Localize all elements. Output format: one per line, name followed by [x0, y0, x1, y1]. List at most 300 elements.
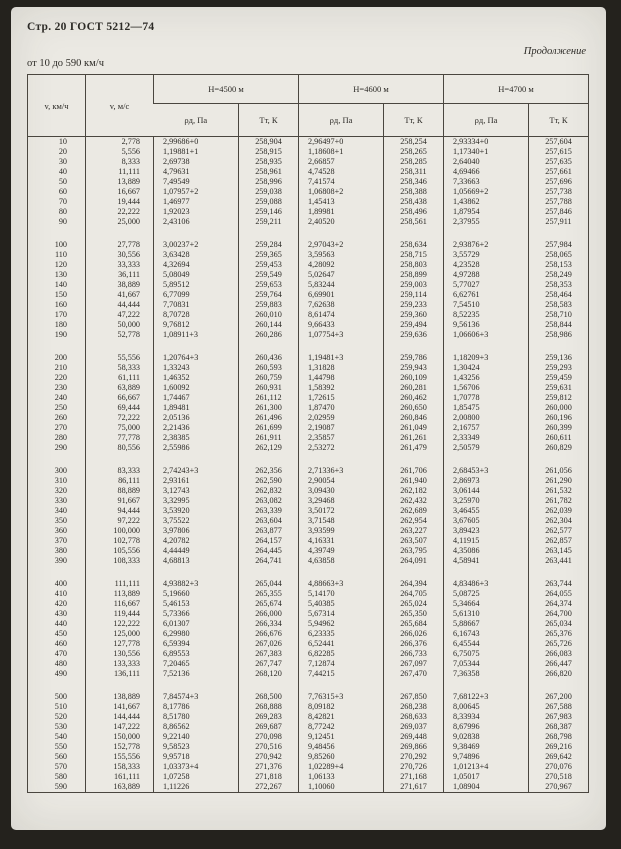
table-cell: 8,67996	[444, 722, 529, 732]
table-cell: 190	[54, 330, 67, 339]
table-cell: 590	[54, 782, 67, 791]
table-cell: 267,097	[384, 659, 444, 669]
table-cell: 7,12874	[299, 659, 384, 669]
table-cell: 269,216	[529, 742, 589, 752]
table-cell: 350	[54, 516, 67, 525]
table-cell: 10	[28, 137, 86, 148]
table-cell: 3,55729	[444, 250, 529, 260]
table-cell: 113,889	[86, 589, 154, 599]
table-cell: 2,97043+2	[299, 240, 384, 250]
table-cell: 268,238	[384, 702, 444, 712]
table-cell: 200	[54, 353, 67, 362]
table-cell: 4,63858	[299, 556, 384, 566]
table-row	[28, 413, 589, 423]
table-row	[28, 157, 589, 167]
table-cell: 8,77242	[299, 722, 384, 732]
table-cell: 41,667	[86, 290, 154, 300]
table-cell: 33,333	[86, 260, 154, 270]
table-cell: 261,300	[239, 403, 299, 413]
table-cell: 261,479	[384, 443, 444, 453]
table-cell: 259,812	[529, 393, 589, 403]
table-cell: 269,037	[384, 722, 444, 732]
table-cell: 2,53272	[299, 443, 384, 453]
table-cell: 550	[54, 742, 67, 751]
table-cell: 3,63428	[154, 250, 239, 260]
table-cell: 310	[54, 476, 67, 485]
table-cell: 268,120	[239, 669, 299, 679]
table-cell: 16,667	[86, 187, 154, 197]
table-cell: 6,77099	[154, 290, 239, 300]
table-cell: 257,615	[529, 147, 589, 157]
table-cell: 400	[54, 579, 67, 588]
table-cell: 261,290	[529, 476, 589, 486]
table-cell: 257,635	[529, 157, 589, 167]
table-row	[28, 250, 589, 260]
table-cell: 259,003	[384, 280, 444, 290]
group-header-h4700: Н=4700 м	[444, 75, 589, 104]
table-cell: 1,08911+3	[154, 330, 239, 340]
table-row	[28, 373, 589, 383]
table-cell: 4,88663+3	[299, 579, 384, 589]
table-cell: 9,58523	[154, 742, 239, 752]
table-cell: 267,983	[529, 712, 589, 722]
table-cell: 2,21436	[154, 423, 239, 433]
table-cell: 2,43106	[154, 217, 239, 227]
table-cell: 262,577	[529, 526, 589, 536]
table-row	[28, 433, 589, 443]
table-row	[28, 290, 589, 300]
table-cell: 7,20465	[154, 659, 239, 669]
table-cell: 270,726	[384, 762, 444, 772]
table-cell: 268,798	[529, 732, 589, 742]
table-cell: 2,93334+0	[444, 137, 529, 148]
table-cell: 272,267	[239, 782, 299, 793]
table-row	[28, 659, 589, 669]
table-cell: 259,786	[384, 353, 444, 363]
table-cell: 269,866	[384, 742, 444, 752]
table-cell: 3,50172	[299, 506, 384, 516]
table-cell: 6,75075	[444, 649, 529, 659]
table-cell: 5,02647	[299, 270, 384, 280]
table-cell: 5,67314	[299, 609, 384, 619]
table-cell: 270,076	[529, 762, 589, 772]
table-cell: 9,12451	[299, 732, 384, 742]
table-cell: 440	[54, 619, 67, 628]
table-cell: 1,70778	[444, 393, 529, 403]
table-cell: 150,000	[86, 732, 154, 742]
table-cell: 259,453	[239, 260, 299, 270]
table-row	[28, 320, 589, 330]
table-cell: 264,700	[529, 609, 589, 619]
table-cell: 260,010	[239, 310, 299, 320]
table-cell: 250	[54, 403, 67, 412]
table-cell: 257,661	[529, 167, 589, 177]
table-cell: 265,684	[384, 619, 444, 629]
table-cell: 258,715	[384, 250, 444, 260]
table-cell: 340	[54, 506, 67, 515]
table-cell: 3,09430	[299, 486, 384, 496]
table-cell: 8,61474	[299, 310, 384, 320]
table-cell: 268,387	[529, 722, 589, 732]
table-cell: 267,200	[529, 692, 589, 702]
table-cell: 60	[58, 187, 67, 196]
table-cell: 261,532	[529, 486, 589, 496]
table-cell: 260,281	[384, 383, 444, 393]
table-cell: 9,22140	[154, 732, 239, 742]
table-cell: 19,444	[86, 197, 154, 207]
table-cell: 102,778	[86, 536, 154, 546]
table-cell: 260,196	[529, 413, 589, 423]
table-cell: 2,33349	[444, 433, 529, 443]
table-row	[28, 669, 589, 679]
table-cell: 8,86562	[154, 722, 239, 732]
table-cell: 262,590	[239, 476, 299, 486]
table-cell: 1,60092	[154, 383, 239, 393]
table-cell: 2,74243+3	[154, 466, 239, 476]
group-spacer	[28, 227, 589, 240]
table-cell: 180	[54, 320, 67, 329]
table-cell: 7,68122+3	[444, 692, 529, 702]
table-row	[28, 639, 589, 649]
table-cell: 265,024	[384, 599, 444, 609]
table-row	[28, 137, 589, 148]
table-row	[28, 310, 589, 320]
table-cell: 100,000	[86, 526, 154, 536]
table-row	[28, 240, 589, 250]
table-cell: 4,32694	[154, 260, 239, 270]
table-row	[28, 217, 589, 227]
table-row	[28, 383, 589, 393]
table-cell: 257,846	[529, 207, 589, 217]
table-cell: 2,05136	[154, 413, 239, 423]
table-cell: 1,08904	[444, 782, 529, 793]
table-cell: 5,08725	[444, 589, 529, 599]
table-cell: 11,111	[86, 167, 154, 177]
table-cell: 264,055	[529, 589, 589, 599]
table-row	[28, 702, 589, 712]
group-spacer	[28, 679, 589, 692]
col-header-temperature-h4500: Тт, К	[239, 104, 299, 137]
table-cell: 8,52235	[444, 310, 529, 320]
table-cell: 257,604	[529, 137, 589, 148]
table-cell: 258,935	[239, 157, 299, 167]
table-cell: 262,039	[529, 506, 589, 516]
table-cell: 70	[58, 197, 67, 206]
table-cell: 259,293	[529, 363, 589, 373]
table-cell: 4,20782	[154, 536, 239, 546]
table-cell: 265,044	[239, 579, 299, 589]
table-cell: 258,065	[529, 250, 589, 260]
table-cell: 265,674	[239, 599, 299, 609]
table-cell: 257,984	[529, 240, 589, 250]
table-cell: 269,642	[529, 752, 589, 762]
table-cell: 1,07957+2	[154, 187, 239, 197]
table-cell: 9,66433	[299, 320, 384, 330]
table-cell: 5,40385	[299, 599, 384, 609]
table-cell: 136,111	[86, 669, 154, 679]
table-cell: 260,399	[529, 423, 589, 433]
table-row	[28, 393, 589, 403]
table-cell: 7,49549	[154, 177, 239, 187]
table-cell: 266,334	[239, 619, 299, 629]
table-cell: 1,01213+4	[444, 762, 529, 772]
table-cell: 261,911	[239, 433, 299, 443]
table-cell: 258,844	[529, 320, 589, 330]
table-cell: 560	[54, 752, 67, 761]
table-cell: 105,556	[86, 546, 154, 556]
table-cell: 1,43862	[444, 197, 529, 207]
table-cell: 3,00237+2	[154, 240, 239, 250]
table-cell: 3,71548	[299, 516, 384, 526]
table-row	[28, 476, 589, 486]
table-cell: 270	[54, 423, 67, 432]
table-cell: 258,904	[239, 137, 299, 148]
table-cell: 570	[54, 762, 67, 771]
table-row	[28, 197, 589, 207]
table-cell: 259,233	[384, 300, 444, 310]
table-cell: 66,667	[86, 393, 154, 403]
table-cell: 1,89981	[299, 207, 384, 217]
table-cell: 58,333	[86, 363, 154, 373]
table-row	[28, 330, 589, 340]
table-cell: 2,19087	[299, 423, 384, 433]
table-cell: 259,636	[384, 330, 444, 340]
table-cell: 259,360	[384, 310, 444, 320]
table-cell: 1,06133	[299, 772, 384, 782]
col-header-pressure-h4500: ρд, Па	[184, 115, 208, 125]
table-cell: 259,494	[384, 320, 444, 330]
table-cell: 1,19481+3	[299, 353, 384, 363]
table-cell: 262,356	[239, 466, 299, 476]
table-cell: 271,818	[239, 772, 299, 782]
table-cell: 8,42821	[299, 712, 384, 722]
table-cell: 1,05669+2	[444, 187, 529, 197]
table-cell: 152,778	[86, 742, 154, 752]
table-cell: 257,738	[529, 187, 589, 197]
table-cell: 259,549	[239, 270, 299, 280]
table-cell: 266,733	[384, 649, 444, 659]
table-cell: 263,339	[239, 506, 299, 516]
table-row	[28, 403, 589, 413]
table-row	[28, 599, 589, 609]
table-cell: 77,778	[86, 433, 154, 443]
table-cell: 240	[54, 393, 67, 402]
table-cell: 258,388	[384, 187, 444, 197]
table-cell: 4,83486+3	[444, 579, 529, 589]
table-cell: 2,71336+3	[299, 466, 384, 476]
table-cell: 260,144	[239, 320, 299, 330]
table-cell: 111,111	[86, 579, 154, 589]
table-cell: 7,05344	[444, 659, 529, 669]
table-cell: 258,496	[384, 207, 444, 217]
table-cell: 1,18209+3	[444, 353, 529, 363]
table-cell: 2,55986	[154, 443, 239, 453]
table-cell: 258,311	[384, 167, 444, 177]
table-cell: 8,70728	[154, 310, 239, 320]
table-cell: 160	[54, 300, 67, 309]
table-row	[28, 363, 589, 373]
table-cell: 3,06144	[444, 486, 529, 496]
table-row	[28, 722, 589, 732]
table-cell: 261,049	[384, 423, 444, 433]
table-cell: 4,23528	[444, 260, 529, 270]
table-cell: 259,883	[239, 300, 299, 310]
table-cell: 6,52441	[299, 639, 384, 649]
table-cell: 2,16757	[444, 423, 529, 433]
table-cell: 258,346	[384, 177, 444, 187]
table-cell: 3,75522	[154, 516, 239, 526]
table-cell: 2,90054	[299, 476, 384, 486]
table-cell: 420	[54, 599, 67, 608]
table-cell: 1,58392	[299, 383, 384, 393]
table-cell: 264,091	[384, 556, 444, 566]
table-cell: 269,687	[239, 722, 299, 732]
table-cell: 1,45413	[299, 197, 384, 207]
table-cell: 264,741	[239, 556, 299, 566]
table-row	[28, 772, 589, 782]
table-cell: 3,29468	[299, 496, 384, 506]
table-cell: 2,50579	[444, 443, 529, 453]
table-cell: 1,44798	[299, 373, 384, 383]
table-cell: 258,285	[384, 157, 444, 167]
table-cell: 72,222	[86, 413, 154, 423]
table-row	[28, 353, 589, 363]
table-cell: 6,01307	[154, 619, 239, 629]
table-cell: 94,444	[86, 506, 154, 516]
table-cell: 1,06808+2	[299, 187, 384, 197]
table-cell: 210	[54, 363, 67, 372]
table-row	[28, 207, 589, 217]
table-row	[28, 270, 589, 280]
table-cell: 5,14170	[299, 589, 384, 599]
data-table	[27, 74, 589, 793]
table-cell: 1,74467	[154, 393, 239, 403]
table-cell: 1,20764+3	[154, 353, 239, 363]
table-cell: 480	[54, 659, 67, 668]
table-cell: 147,222	[86, 722, 154, 732]
document-page	[11, 7, 606, 830]
table-cell: 263,877	[239, 526, 299, 536]
table-cell: 257,696	[529, 177, 589, 187]
table-cell: 5,61310	[444, 609, 529, 619]
table-cell: 271,617	[384, 782, 444, 793]
table-cell: 7,41574	[299, 177, 384, 187]
table-cell: 258,438	[384, 197, 444, 207]
table-cell: 260,931	[239, 383, 299, 393]
table-cell: 6,59394	[154, 639, 239, 649]
table-cell: 262,689	[384, 506, 444, 516]
table-cell: 3,32995	[154, 496, 239, 506]
table-cell: 1,92023	[154, 207, 239, 217]
table-cell: 1,31828	[299, 363, 384, 373]
table-cell: 97,222	[86, 516, 154, 526]
table-cell: 266,376	[384, 639, 444, 649]
table-cell: 50,000	[86, 320, 154, 330]
table-cell: 260,593	[239, 363, 299, 373]
table-cell: 5,46153	[154, 599, 239, 609]
table-cell: 290	[54, 443, 67, 452]
table-cell: 140	[54, 280, 67, 289]
table-cell: 268,888	[239, 702, 299, 712]
table-cell: 2,02959	[299, 413, 384, 423]
table-cell: 259,284	[239, 240, 299, 250]
table-cell: 3,53920	[154, 506, 239, 516]
table-cell: 1,07258	[154, 772, 239, 782]
table-cell: 267,383	[239, 649, 299, 659]
table-cell: 4,69466	[444, 167, 529, 177]
table-row	[28, 526, 589, 536]
table-cell: 261,112	[239, 393, 299, 403]
table-cell: 260,286	[239, 330, 299, 340]
table-row	[28, 629, 589, 639]
table-cell: 430	[54, 609, 67, 618]
table-cell: 269,283	[239, 712, 299, 722]
table-cell: 6,69901	[299, 290, 384, 300]
table-cell: 260,829	[529, 443, 589, 453]
table-cell: 2,93161	[154, 476, 239, 486]
table-cell: 264,394	[384, 579, 444, 589]
table-row	[28, 486, 589, 496]
table-cell: 260,109	[384, 373, 444, 383]
table-cell: 1,72615	[299, 393, 384, 403]
table-cell: 1,87954	[444, 207, 529, 217]
table-cell: 258,996	[239, 177, 299, 187]
table-cell: 7,62638	[299, 300, 384, 310]
table-row	[28, 752, 589, 762]
table-cell: 4,16331	[299, 536, 384, 546]
table-cell: 271,168	[384, 772, 444, 782]
table-cell: 5,08049	[154, 270, 239, 280]
table-cell: 8,51780	[154, 712, 239, 722]
table-row	[28, 536, 589, 546]
table-cell: 258,561	[384, 217, 444, 227]
table-cell: 460	[54, 639, 67, 648]
table-cell: 263,145	[529, 546, 589, 556]
table-cell: 30	[58, 157, 67, 166]
table-cell: 2,35857	[299, 433, 384, 443]
table-body	[28, 137, 589, 793]
table-cell: 80	[58, 207, 67, 216]
table-cell: 90	[58, 217, 67, 226]
table-cell: 258,634	[384, 240, 444, 250]
table-cell: 470	[54, 649, 67, 658]
table-row	[28, 496, 589, 506]
table-cell: 27,778	[86, 240, 154, 250]
table-row	[28, 619, 589, 629]
table-cell: 265,376	[529, 629, 589, 639]
table-row	[28, 546, 589, 556]
table-cell: 390	[54, 556, 67, 565]
table-cell: 133,333	[86, 659, 154, 669]
table-row	[28, 466, 589, 476]
table-cell: 9,85260	[299, 752, 384, 762]
table-cell: 259,943	[384, 363, 444, 373]
table-cell: 100	[54, 240, 67, 249]
table-row	[28, 300, 589, 310]
table-cell: 7,33663	[444, 177, 529, 187]
table-cell: 265,034	[529, 619, 589, 629]
table-cell: 264,157	[239, 536, 299, 546]
table-cell: 258,710	[529, 310, 589, 320]
table-cell: 4,58941	[444, 556, 529, 566]
table-cell: 9,74896	[444, 752, 529, 762]
table-cell: 3,67605	[444, 516, 529, 526]
table-cell: 1,33243	[154, 363, 239, 373]
table-row	[28, 762, 589, 772]
table-cell: 3,59563	[299, 250, 384, 260]
table-cell: 258,583	[529, 300, 589, 310]
table-cell: 7,54510	[444, 300, 529, 310]
